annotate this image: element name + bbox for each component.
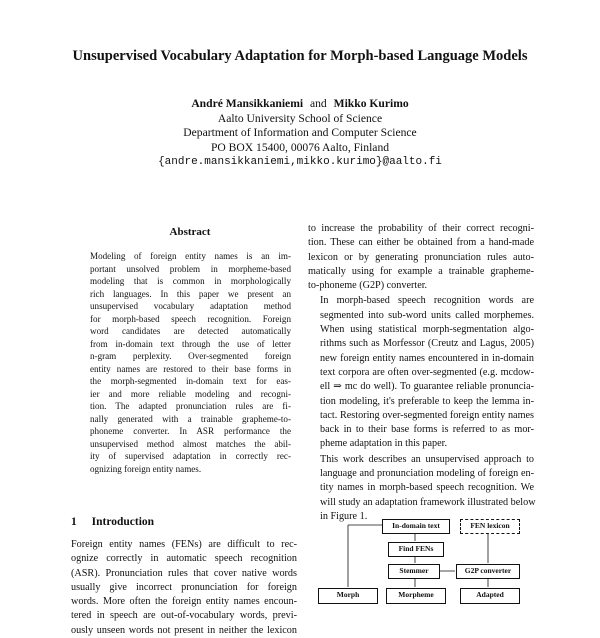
section-heading (71, 516, 154, 528)
section-title: Introduction (91, 516, 155, 528)
abstract-line: entity names are restored to their base forms in (90, 363, 291, 374)
abstract-line: ity of supervised adaptation in correctly rec- (90, 451, 291, 461)
section-number: 1 (71, 516, 77, 528)
abstract-heading: Abstract (169, 226, 211, 238)
affiliation-line-1: Aalto University School of Science (217, 111, 383, 125)
figure-1-diagram (300, 515, 540, 600)
author-block (0, 97, 600, 170)
affiliation-line-3: PO BOX 15400, 00076 Aalto, Finland (210, 140, 390, 154)
abstract-line: modeling that is common in morphologically (90, 276, 291, 286)
introduction-line: usually give incorrect pronunciation for foreign (71, 581, 297, 593)
right-column-line: to-phoneme (G2P) converter. (308, 280, 428, 292)
introduction-text (71, 538, 297, 638)
right-column-line: segmented into sub-word units called morphemes. (320, 309, 534, 321)
abstract-line: unsupervised vocabulary adaptation method (90, 301, 291, 311)
abstract-line: unsupervised method almost matches the abil- (90, 438, 291, 449)
right-column-line: tact. Restoring over-segmented foreign entity names (320, 409, 534, 421)
right-column-line: will study an adaptation framework illustrated below (320, 496, 536, 508)
abstract-line: word candidates are detected automatically (90, 326, 291, 336)
box-in-domain-text: In-domain text (382, 519, 450, 534)
right-column-line: tion. These can either be obtained from a hand-made (308, 237, 534, 249)
paragraph (308, 222, 534, 293)
abstract-line: portant unsolved problem in morpheme-based (90, 263, 291, 274)
right-column-line: back in to their base forms is referred to as mor- (320, 424, 534, 436)
box-stemmer: Stemmer (388, 564, 440, 579)
right-column-text (308, 222, 534, 524)
abstract-line: the morph-segmented in-domain text for eas- (90, 376, 291, 386)
introduction-line: tered in speech are out-of-vocabulary words, previ- (71, 610, 297, 622)
author-email: {andre.mansikkaniemi,mikko.kurimo}@aalto.fi (158, 156, 442, 169)
box-morph: Morph (318, 588, 378, 604)
right-column-line: in Figure 1. (320, 510, 368, 522)
author-2: Mikko Kurimo (333, 97, 409, 110)
introduction-line: ously unseen words not present in neither the lexicon (71, 624, 297, 636)
right-column-line: matically using for example a trainable grapheme- (308, 265, 534, 277)
introduction-line: words. More often the foreign entity names encoun- (71, 596, 297, 608)
abstract-line: phoneme converter. In ASR performance the (90, 426, 291, 436)
abstract-line: ier and more reliable modeling and recogni- (90, 388, 291, 399)
right-column-line: to increase the probability of their correct recogni- (308, 223, 534, 234)
box-fen-lexicon: FEN lexicon (460, 519, 520, 534)
abstract-body (90, 250, 291, 475)
right-column-line: ell ⇒ mc do well). To guarantee reliable pronuncia- (320, 381, 534, 393)
author-1: André Mansikkaniemi (191, 97, 304, 110)
right-column-line: pheme adaptation in this paper. (320, 438, 448, 450)
box-g2p-converter: G2P converter (456, 564, 520, 579)
introduction-line: (ASR). Pronunciation rules that cover native words (71, 567, 297, 579)
box-find-fens: Find FENs (388, 542, 444, 557)
right-column-line: lexicon or by generating pronunciation rules auto- (308, 251, 534, 263)
abstract-line: nally generated with a trainable grapheme-to- (90, 413, 291, 424)
abstract-line: tion. The adapted pronunciation rules are fi- (90, 401, 291, 411)
right-column-line: new foreign entity names encountered in in-domain (320, 352, 534, 364)
abstract-line: from in-domain text through the use of letter (90, 338, 291, 349)
abstract-line: n-gram perplexity. Over-segmented foreign (90, 351, 291, 361)
author-conjunction: and (309, 97, 327, 110)
right-column-line: tity names in morph-based speech recognition. We (320, 482, 534, 494)
introduction-line: ognize correctly in automatic speech recognition (71, 553, 297, 565)
right-column-line: rithms such as Morfessor (Creutz and Lagus, 2005) (320, 338, 534, 350)
abstract-line: Modeling of foreign entity names is an im- (90, 251, 291, 261)
right-column-line: tion modeling, it's preferable to keep the lemma in- (320, 395, 534, 407)
author-names (0, 97, 600, 112)
introduction-line: Foreign entity names (FENs) are difficult to rec- (71, 539, 297, 550)
abstract-line: for morph-based speech recognition. Foreign (90, 313, 291, 324)
box-adapted: Adapted (460, 588, 520, 604)
paragraph (308, 294, 534, 451)
paragraph (308, 453, 534, 524)
box-morpheme: Morpheme (386, 588, 446, 604)
right-column-line: In morph-based speech recognition words are (320, 295, 534, 307)
right-column-line: When using statistical morph-segmentation algo- (320, 324, 534, 336)
paper-title: Unsupervised Vocabulary Adaptation for Morph-based Language Models (72, 48, 528, 64)
affiliation-line-2: Department of Information and Computer Science (183, 126, 417, 140)
right-column-line: This work describes an unsupervised approach to (320, 453, 534, 465)
abstract-line: rich languages. In this paper we present an (90, 288, 291, 299)
abstract-line: ognizing foreign entity names. (90, 463, 202, 474)
right-column-line: text corpora are often over-segmented (e.g. mcdow- (320, 366, 534, 378)
right-column-line: language and pronunciation modeling of foreign en- (320, 468, 534, 480)
